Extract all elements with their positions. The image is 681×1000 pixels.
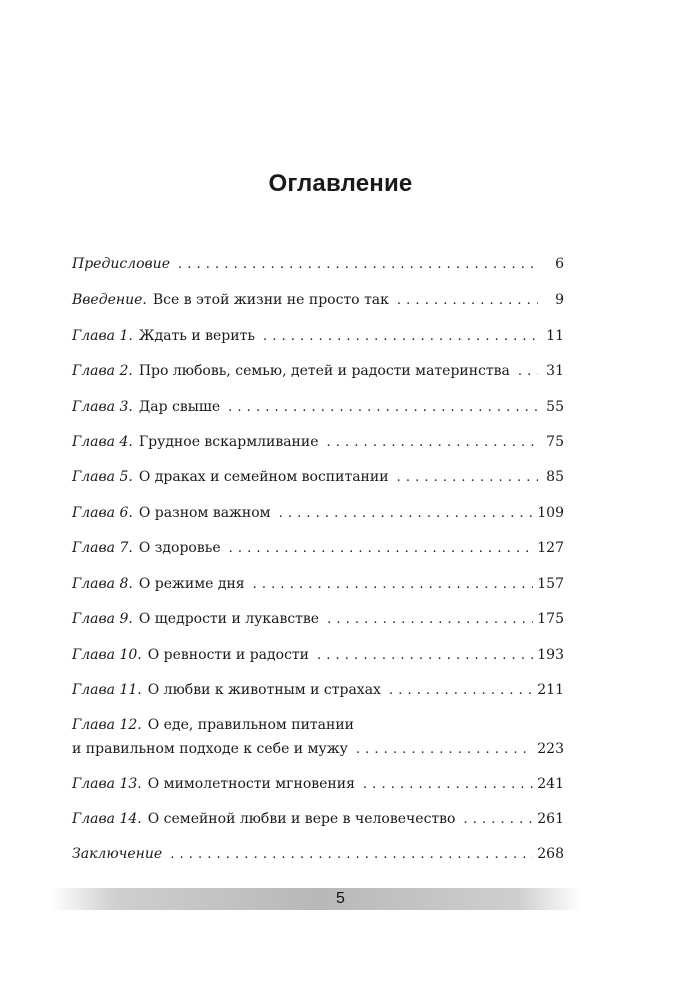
toc-entry-label: Глава 5. <box>72 469 133 485</box>
toc-entry <box>72 810 564 829</box>
toc-page-number: 261 <box>537 811 564 827</box>
toc-page-number: 175 <box>537 611 564 627</box>
toc-page-number: 6 <box>555 256 564 272</box>
page-title: Оглавление <box>268 170 413 197</box>
toc-entry <box>72 575 564 594</box>
toc-page-number: 241 <box>537 776 564 792</box>
dot-leader <box>397 292 538 310</box>
toc-entry-title: О ревности и радости <box>147 647 309 663</box>
toc-entry-title: О режиме дня <box>138 576 245 592</box>
toc-entry-title: О еде, правильном питании <box>147 717 354 733</box>
toc-entry-label: Заключение <box>72 846 163 862</box>
dot-leader <box>317 647 533 665</box>
toc-entry <box>72 610 564 629</box>
toc-page-number: 11 <box>546 328 564 344</box>
toc-entry <box>72 681 564 700</box>
dot-leader <box>228 399 538 417</box>
toc-entry-title: О драках и семейном воспитании <box>138 469 389 485</box>
toc-page-number: 55 <box>546 399 564 415</box>
toc-page-number: 109 <box>537 505 564 521</box>
toc-entry-title: О разном важном <box>138 505 271 521</box>
dot-leader <box>356 741 533 759</box>
toc-entry-label: Глава 14. <box>72 811 142 827</box>
page-number: 5 <box>336 890 345 907</box>
dot-leader <box>229 540 534 558</box>
dot-leader <box>363 776 533 794</box>
toc-entry-label: Глава 1. <box>72 328 133 344</box>
toc-entry-label: Глава 11. <box>72 682 142 698</box>
toc-page-number: 157 <box>537 576 564 592</box>
toc-entry-label: Глава 13. <box>72 776 142 792</box>
toc-page-number: 193 <box>537 647 564 663</box>
toc-entry-title: О любви к животным и страхах <box>147 682 381 698</box>
toc-entry <box>72 398 564 417</box>
toc-entry <box>72 504 564 523</box>
toc-entry <box>72 539 564 558</box>
toc-entry-label: Глава 2. <box>72 363 133 379</box>
toc-page-number: 75 <box>546 434 564 450</box>
toc-entry <box>72 362 564 381</box>
dot-leader <box>518 363 538 381</box>
dot-leader <box>263 328 538 346</box>
toc-page-number: 85 <box>546 469 564 485</box>
toc-entry <box>72 845 564 864</box>
toc-entry-label: Глава 8. <box>72 576 133 592</box>
toc-entry <box>72 327 564 346</box>
toc-entry <box>72 433 564 452</box>
toc-entry-title: Грудное вскармливание <box>138 434 319 450</box>
toc-page-number: 9 <box>555 292 564 308</box>
toc-entry-title: Все в этой жизни не просто так <box>152 292 389 308</box>
toc-entry-label: Глава 4. <box>72 434 133 450</box>
dot-leader <box>327 611 533 629</box>
toc-entry-title: О щедрости и лукавстве <box>138 611 320 627</box>
dot-leader <box>279 505 534 523</box>
toc-entry <box>72 716 564 759</box>
toc-page-number: 223 <box>537 741 564 757</box>
toc-entry-label: Предисловие <box>72 256 170 272</box>
dot-leader <box>463 811 533 829</box>
toc-page-number: 127 <box>537 540 564 556</box>
toc-entry <box>72 291 564 310</box>
toc-entry <box>72 468 564 487</box>
dot-leader <box>178 256 538 274</box>
toc-page-number: 211 <box>537 682 564 698</box>
toc-page-number: 268 <box>537 846 564 862</box>
toc-entry-title: О семейной любви и вере в человечество <box>147 811 456 827</box>
toc-entry-label: Глава 3. <box>72 399 133 415</box>
dot-leader <box>389 682 533 700</box>
toc-entry-label: Введение. <box>72 292 147 308</box>
toc-entry-label: Глава 12. <box>72 717 142 733</box>
toc-entry <box>72 255 564 274</box>
toc-entry <box>72 775 564 794</box>
toc-entry-title: Ждать и верить <box>138 328 255 344</box>
toc-entry-title: О здоровье <box>138 540 221 556</box>
toc-entry-label: Глава 6. <box>72 505 133 521</box>
toc-entry-title: О мимолетности мгновения <box>147 776 355 792</box>
toc-page-number: 31 <box>546 363 564 379</box>
dot-leader <box>397 469 538 487</box>
toc-entry-title: Дар свыше <box>138 399 221 415</box>
toc-entry-title-continued: и правильном подходе к себе и мужу <box>72 741 348 757</box>
toc-entry-label: Глава 10. <box>72 647 142 663</box>
toc-entry-title: Про любовь, семью, детей и радости материнства <box>138 363 510 379</box>
toc-entry <box>72 646 564 665</box>
dot-leader <box>253 576 534 594</box>
toc-entry-label: Глава 7. <box>72 540 133 556</box>
dot-leader <box>327 434 539 452</box>
toc-entry-label: Глава 9. <box>72 611 133 627</box>
dot-leader <box>170 846 533 864</box>
